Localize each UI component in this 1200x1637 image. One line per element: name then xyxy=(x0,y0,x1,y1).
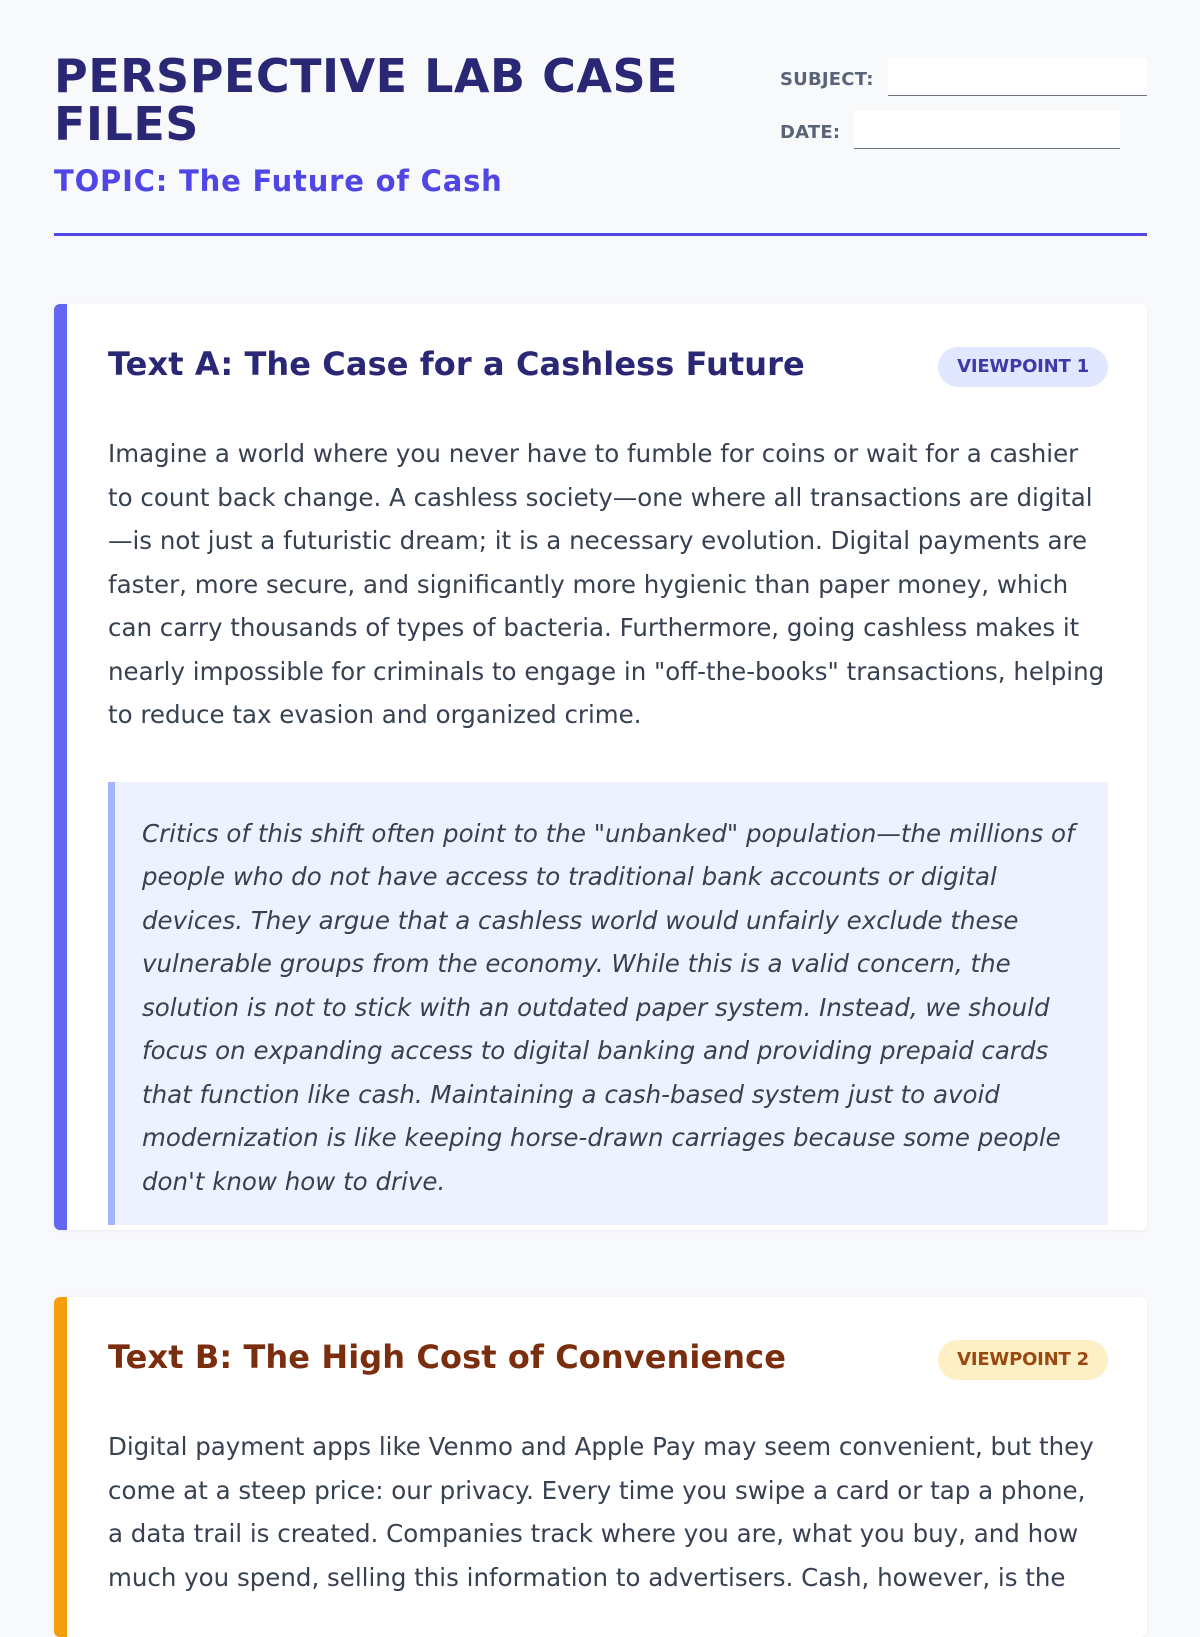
text-a-title: Text A: The Case for a Cashless Future xyxy=(108,345,805,383)
text-a-content xyxy=(108,304,1108,1225)
text-a-header xyxy=(108,304,1108,432)
text-b-paragraph: Digital payment apps like Venmo and Apple Pay may seem convenient, but they come at a steep price: our privacy. Every time you swipe a card or tap a phone, a data trail is created. Companies track where you are, what you buy, and how much you spend, selling this information to advertisers. Cash, however, is the xyxy=(108,1432,1094,1592)
topic-heading: TOPIC: The Future of Cash xyxy=(54,164,503,198)
title-block xyxy=(54,49,754,198)
text-a-quote-text: Critics of this shift often point to the "unbanked" population—the millions of people who do not have access to traditional bank accounts or digital devices. They argue that a cashless world would unfairly exclude these vulnerable groups from the economy. While this is a valid concern, the solution is not to stick with an outdated paper system. Instead, we should focus on expanding access to digital banking and providing prepaid cards that function like cash. Maintaining a cash-based system just to avoid modernization is like keeping horse-drawn carriages because some people don't know how to drive. xyxy=(142,818,1075,1196)
viewpoint-2-accent-bar xyxy=(54,1297,67,1637)
date-field[interactable] xyxy=(854,111,1120,149)
subject-row xyxy=(780,56,1147,96)
text-a-paragraph: Imagine a world where you never have to fumble for coins or wait for a cashier to count back change. A cashless society—one where all transactions are digital—is not just a futuristic dream; it is a necessary evolution. Digital payments are faster, more secure, and significantly more hygienic than paper money, which can carry thousands of types of bacteria. Furthermore, going cashless makes it nearly impossible for criminals to engage in "off-the-books" transactions, helping to reduce tax evasion and organized crime. xyxy=(108,439,1105,729)
date-row xyxy=(780,109,1147,149)
viewpoint-1-badge: VIEWPOINT 1 xyxy=(938,347,1108,387)
viewpoint-1-accent-bar xyxy=(54,304,67,1230)
viewpoint-2-badge: VIEWPOINT 2 xyxy=(938,1340,1108,1380)
student-info xyxy=(780,56,1147,162)
subject-field[interactable] xyxy=(888,58,1147,96)
text-a-blockquote xyxy=(108,782,1108,1225)
worksheet-header xyxy=(54,49,1147,236)
text-b-title: Text B: The High Cost of Convenience xyxy=(108,1338,787,1376)
text-a-card xyxy=(54,304,1147,1230)
subject-label: SUBJECT: xyxy=(780,69,874,90)
page-title: PERSPECTIVE LAB CASE FILES xyxy=(54,49,679,151)
blockquote-bar xyxy=(108,782,115,1225)
text-b-content xyxy=(108,1297,1108,1599)
text-b-card xyxy=(54,1297,1147,1637)
text-b-header xyxy=(108,1297,1108,1425)
date-label: DATE: xyxy=(780,122,841,143)
